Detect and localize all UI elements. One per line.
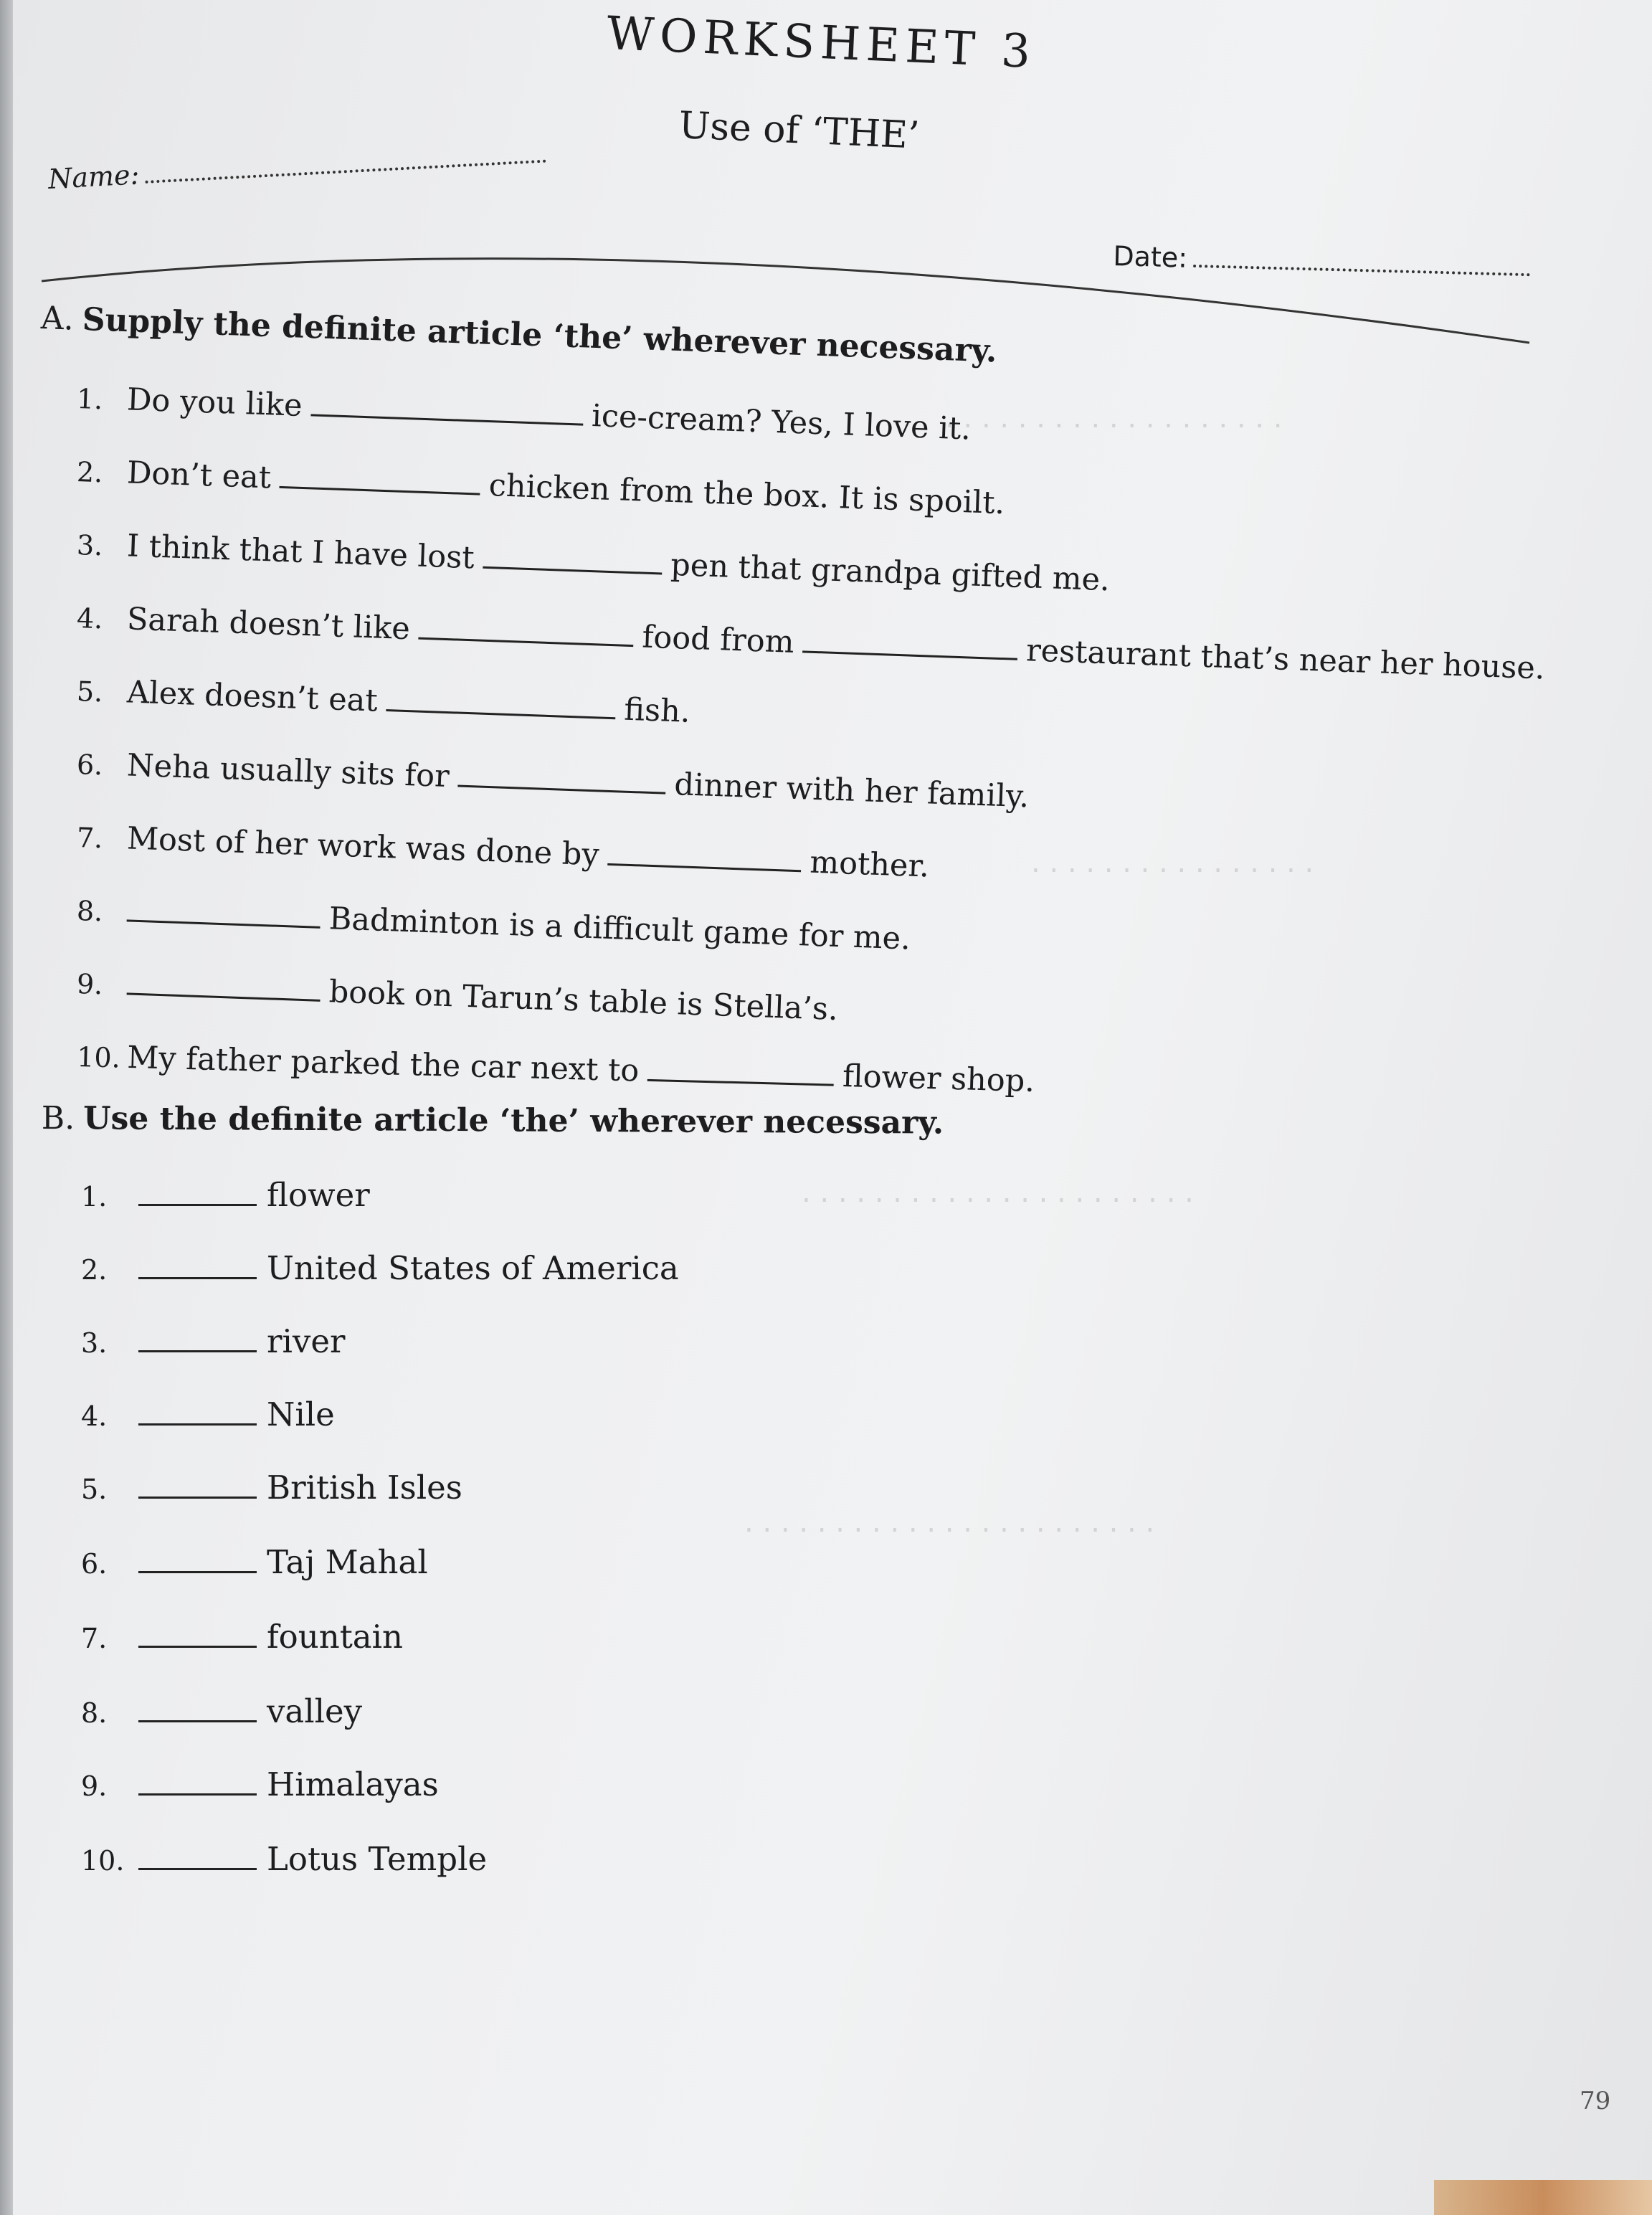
item-number: 5. bbox=[81, 1474, 108, 1505]
table-surface bbox=[1434, 2180, 1652, 2215]
answer-blank[interactable] bbox=[138, 1720, 257, 1722]
item-number: 4. bbox=[81, 1400, 108, 1432]
item-text: Nile bbox=[267, 1395, 335, 1433]
item-number: 10. bbox=[81, 1845, 125, 1877]
question-text: dinner with her family. bbox=[673, 767, 1030, 815]
page-number: 79 bbox=[1580, 2087, 1611, 2115]
item-text: United States of America bbox=[267, 1249, 679, 1287]
question-text: fish. bbox=[623, 691, 691, 730]
section-b-instruction: Use the definite article ‘the’ wherever necessary. bbox=[83, 1100, 944, 1142]
answer-blank[interactable] bbox=[386, 708, 615, 719]
answer-blank[interactable] bbox=[138, 1423, 257, 1426]
item-text: fountain bbox=[267, 1618, 403, 1656]
question-a-1 bbox=[76, 380, 972, 447]
question-a-10 bbox=[77, 1038, 1035, 1099]
question-a-9 bbox=[76, 965, 838, 1028]
question-text: pen that grandpa gifted me. bbox=[670, 546, 1111, 599]
question-text: ice-cream? Yes, I love it. bbox=[591, 398, 972, 447]
show-through-text: . . . . . . . . . . . . . . . . . . . bbox=[945, 402, 1283, 435]
item-number: 8. bbox=[81, 1697, 108, 1729]
question-text: flower shop. bbox=[842, 1058, 1035, 1099]
item-b-8 bbox=[81, 1692, 362, 1730]
answer-blank[interactable] bbox=[607, 863, 801, 872]
item-text: flower bbox=[267, 1176, 370, 1214]
question-a-2 bbox=[76, 453, 1005, 521]
question-number: 6. bbox=[76, 748, 104, 782]
item-b-5 bbox=[81, 1469, 462, 1507]
answer-blank[interactable] bbox=[138, 1350, 257, 1352]
question-a-6 bbox=[76, 746, 1030, 815]
question-text: Badminton is a difficult game for me. bbox=[328, 901, 911, 957]
item-number: 2. bbox=[81, 1254, 108, 1286]
question-number: 10. bbox=[76, 1040, 121, 1074]
answer-blank[interactable] bbox=[138, 1276, 257, 1279]
question-a-3 bbox=[76, 526, 1110, 598]
question-number: 2. bbox=[76, 455, 104, 489]
page-edge-shadow bbox=[0, 0, 13, 2215]
answer-blank[interactable] bbox=[127, 919, 321, 928]
answer-blank[interactable] bbox=[280, 485, 480, 495]
question-number: 9. bbox=[76, 967, 104, 1001]
question-number: 7. bbox=[76, 821, 104, 855]
item-text: British Isles bbox=[267, 1469, 462, 1507]
item-b-2 bbox=[81, 1249, 679, 1287]
question-text: Sarah doesn’t like bbox=[126, 601, 411, 648]
question-text: mother. bbox=[809, 844, 930, 885]
item-text: river bbox=[267, 1322, 346, 1360]
item-b-6 bbox=[81, 1543, 428, 1581]
question-number: 1. bbox=[76, 382, 104, 416]
question-a-5 bbox=[76, 673, 690, 730]
question-number: 4. bbox=[76, 602, 104, 635]
item-number: 7. bbox=[81, 1623, 108, 1654]
question-text: My father parked the car next to bbox=[126, 1039, 640, 1089]
question-a-8 bbox=[76, 892, 911, 957]
item-text: Taj Mahal bbox=[267, 1543, 428, 1581]
section-b-heading bbox=[42, 1100, 944, 1142]
item-b-9 bbox=[81, 1765, 439, 1803]
question-text: Do you like bbox=[126, 381, 303, 424]
question-text: Don’t eat bbox=[126, 455, 272, 496]
item-text: Lotus Temple bbox=[267, 1840, 488, 1878]
worksheet-title: WORKSHEET 3 bbox=[605, 7, 1038, 80]
worksheet-subtitle: Use of ‘THE’ bbox=[678, 104, 921, 158]
answer-blank[interactable] bbox=[138, 1570, 257, 1573]
item-b-10 bbox=[81, 1840, 487, 1878]
item-text: valley bbox=[267, 1692, 363, 1730]
item-number: 6. bbox=[81, 1548, 108, 1580]
item-b-3 bbox=[81, 1322, 345, 1360]
question-text: Neha usually sits for bbox=[126, 747, 450, 795]
worksheet-page bbox=[13, 0, 1652, 2215]
item-b-4 bbox=[81, 1395, 335, 1433]
answer-blank[interactable] bbox=[310, 413, 583, 425]
item-b-1 bbox=[81, 1176, 370, 1214]
answer-blank[interactable] bbox=[138, 1496, 257, 1499]
item-number: 3. bbox=[81, 1327, 108, 1359]
answer-blank[interactable] bbox=[483, 566, 662, 575]
date-label: Date: bbox=[1112, 240, 1188, 274]
question-a-7 bbox=[76, 819, 930, 884]
show-through-text: . . . . . . . . . . . . . . . . . . . . . . . bbox=[744, 1506, 1155, 1539]
section-b-letter: B. bbox=[41, 1100, 75, 1137]
answer-blank[interactable] bbox=[418, 637, 633, 647]
question-text: restaurant that’s near her house. bbox=[1025, 632, 1546, 687]
question-a-4 bbox=[76, 599, 1545, 686]
item-text: Himalayas bbox=[267, 1765, 439, 1803]
question-number: 8. bbox=[76, 894, 104, 928]
question-text: Most of her work was done by bbox=[126, 820, 600, 873]
question-text: chicken from the box. It is spoilt. bbox=[488, 468, 1005, 522]
question-number: 5. bbox=[76, 675, 104, 708]
answer-blank[interactable] bbox=[138, 1867, 257, 1870]
section-a-instruction: Supply the definite article ‘the’ wherever necessary. bbox=[81, 301, 998, 370]
answer-blank[interactable] bbox=[802, 650, 1017, 660]
question-text: book on Tarun’s table is Stella’s. bbox=[328, 974, 839, 1028]
answer-blank[interactable] bbox=[457, 784, 665, 795]
answer-blank[interactable] bbox=[127, 992, 321, 1001]
answer-blank[interactable] bbox=[138, 1203, 257, 1206]
name-label: Name: bbox=[47, 158, 141, 195]
item-number: 1. bbox=[81, 1181, 108, 1213]
answer-blank[interactable] bbox=[647, 1078, 834, 1086]
answer-blank[interactable] bbox=[138, 1793, 257, 1796]
item-number: 9. bbox=[81, 1770, 108, 1802]
show-through-text: . . . . . . . . . . . . . . . . . . . . . . bbox=[802, 1176, 1194, 1209]
question-text: I think that I have lost bbox=[126, 528, 475, 577]
item-b-7 bbox=[81, 1618, 403, 1656]
section-a-letter: A. bbox=[40, 300, 75, 338]
question-number: 3. bbox=[76, 528, 104, 562]
question-text: Alex doesn’t eat bbox=[126, 674, 379, 719]
question-text: food from bbox=[641, 619, 795, 660]
show-through-text: . . . . . . . . . . . . . . . . bbox=[1031, 846, 1314, 879]
answer-blank[interactable] bbox=[138, 1645, 257, 1648]
